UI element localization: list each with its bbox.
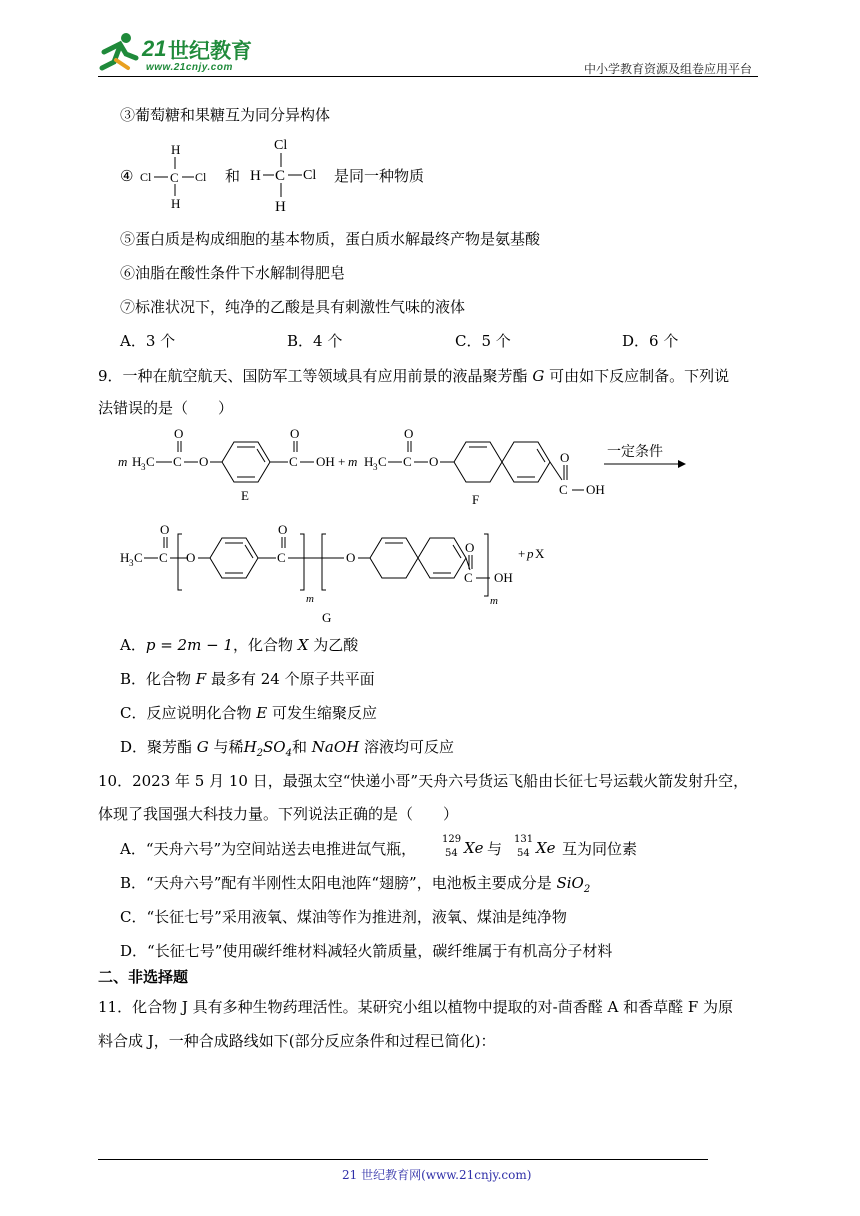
q9-stem-line2: 法错误的是（ ） <box>98 399 234 417</box>
svg-text:X: X <box>535 546 545 561</box>
svg-text:Cl: Cl <box>195 170 207 184</box>
svg-text:H: H <box>171 142 181 157</box>
svg-text:O: O <box>290 426 300 441</box>
q8-item-7: ⑦标准状况下，纯净的乙酸是具有刺激性气味的液体 <box>120 298 466 316</box>
svg-text:O: O <box>404 426 414 441</box>
q10-option-c: C．“长征七号”采用液氧、煤油等作为推进剂，液氧、煤油是纯净物 <box>120 908 567 926</box>
svg-text:H: H <box>120 550 130 565</box>
svg-text:O: O <box>465 540 475 555</box>
q10-option-a-post: 互为同位素 <box>562 840 638 858</box>
q10-option-a: A．“天舟六号”为空间站送去电推进氙气瓶， <box>120 840 417 858</box>
reaction-condition: 一定条件 <box>607 444 663 460</box>
q8-option-d: D．6 个 <box>622 332 679 350</box>
q8-option-c: C．5 个 <box>455 332 511 350</box>
q8-item-5: ⑤蛋白质是构成细胞的基本物质，蛋白质水解最终产物是氨基酸 <box>120 230 541 248</box>
svg-text:O: O <box>429 454 439 469</box>
svg-text:O: O <box>186 550 196 565</box>
svg-text:3: 3 <box>373 462 378 472</box>
svg-text:H: H <box>364 454 374 469</box>
svg-text:O: O <box>199 454 209 469</box>
xe-131-isotope: 131 54 Xe <box>514 834 556 859</box>
svg-text:+: + <box>338 454 346 469</box>
svg-text:H: H <box>250 168 261 184</box>
svg-text:m: m <box>306 593 314 605</box>
label-f: F <box>472 492 480 507</box>
svg-text:OH: OH <box>494 570 513 585</box>
q10-option-d: D．“长征七号”使用碳纤维材料减轻火箭质量，碳纤维属于有机高分子材料 <box>120 942 613 960</box>
svg-text:OH: OH <box>586 482 605 497</box>
logo-number: 21 <box>142 36 167 61</box>
q11-line1: 11．化合物 J 具有多种生物药理活性。某研究小组以植物中提取的对-茴香醛 A 和香草醛 F 为原 <box>98 998 734 1016</box>
svg-text:C: C <box>559 482 568 497</box>
svg-text:m: m <box>490 595 498 607</box>
q9-option-a: A．p = 2m − 1，化合物 X 为乙酸 <box>120 636 359 654</box>
svg-text:Cl: Cl <box>140 170 152 184</box>
svg-text:O: O <box>278 522 288 537</box>
reaction-scheme-reactants <box>110 420 710 520</box>
svg-text:C: C <box>275 168 286 184</box>
runner-logo-icon <box>96 32 140 72</box>
q8-item-4-suffix: 是同一种物质 <box>334 167 425 185</box>
q8-item-6: ⑥油脂在酸性条件下水解制得肥皂 <box>120 264 346 282</box>
q8-option-a: A．3 个 <box>120 332 176 350</box>
logo-text: 世纪教育 <box>168 39 252 63</box>
label-g: G <box>322 610 332 625</box>
svg-text:C: C <box>146 454 155 469</box>
platform-name: 中小学教育资源及组卷应用平台 <box>584 62 753 76</box>
svg-text:Cl: Cl <box>274 138 288 153</box>
q9-option-b: B．化合物 F 最多有 24 个原子共平面 <box>120 670 375 688</box>
svg-text:m: m <box>348 454 358 469</box>
q9-option-d: D．聚芳酯 G 与稀$H_2SO_4$和 NaOH 溶液均可反应 <box>120 738 454 759</box>
svg-text:O: O <box>560 450 570 465</box>
svg-text:C: C <box>159 550 168 565</box>
svg-text:C: C <box>277 550 286 565</box>
dichloromethane-structure-2 <box>248 134 328 216</box>
polymer-g-structure <box>118 520 598 630</box>
svg-text:3: 3 <box>129 558 134 568</box>
q10-stem-line1: 10．2023 年 5 月 10 日，最强太空“快递小哥”天舟六号货运飞船由长征七号运载火箭发射升空， <box>98 772 749 790</box>
q8-option-b: B．4 个 <box>287 332 343 350</box>
q9-stem-line1: 9．一种在航空航天、国防军工等领域具有应用前景的液晶聚芳酯 G 可由如下反应制备。下列说 <box>98 367 730 385</box>
section-heading: 二、非选择题 <box>98 968 189 986</box>
dichloromethane-structure-1 <box>134 140 214 212</box>
q9-option-c: C．反应说明化合物 E 可发生缩聚反应 <box>120 704 377 722</box>
svg-text:m: m <box>118 454 128 469</box>
svg-text:O: O <box>346 550 356 565</box>
q10-stem-line2: 体现了我国强大科技力量。下列说法正确的是（ ） <box>98 805 459 823</box>
svg-text:C: C <box>173 454 182 469</box>
q11-line2: 料合成 J，一种合成路线如下(部分反应条件和过程已简化)： <box>98 1032 496 1050</box>
label-e: E <box>241 488 249 503</box>
svg-text:H: H <box>171 196 181 211</box>
svg-text:O: O <box>174 426 184 441</box>
svg-text:C: C <box>464 570 473 585</box>
svg-text:+: + <box>518 546 526 561</box>
svg-text:H: H <box>275 199 286 215</box>
svg-text:H: H <box>132 454 142 469</box>
header-logo <box>96 30 266 76</box>
xe-129-isotope: 129 54 Xe <box>442 834 484 859</box>
svg-text:C: C <box>403 454 412 469</box>
q10-option-b: B．“天舟六号”配有半刚性太阳电池阵“翅膀”，电池板主要成分是 SiO$_2$ <box>120 874 591 895</box>
svg-text:Cl: Cl <box>303 168 317 183</box>
q8-item-4-and: 和 <box>225 167 241 185</box>
svg-text:C: C <box>134 550 143 565</box>
q10-option-a-and: 与 <box>487 840 503 858</box>
svg-text:C: C <box>378 454 387 469</box>
svg-text:O: O <box>160 522 170 537</box>
svg-text:3: 3 <box>141 462 146 472</box>
logo-url: www.21cnjy.com <box>146 62 233 73</box>
header-divider <box>98 76 758 77</box>
footer-divider <box>98 1159 708 1160</box>
svg-text:C: C <box>170 170 179 185</box>
q8-item-3: ③葡萄糖和果糖互为同分异构体 <box>120 106 331 124</box>
svg-text:p: p <box>527 546 534 561</box>
svg-text:OH: OH <box>316 454 335 469</box>
q8-item-4-prefix: ④ <box>120 167 134 185</box>
svg-text:C: C <box>289 454 298 469</box>
footer-text: 21 世纪教育网(www.21cnjy.com) <box>342 1168 532 1182</box>
